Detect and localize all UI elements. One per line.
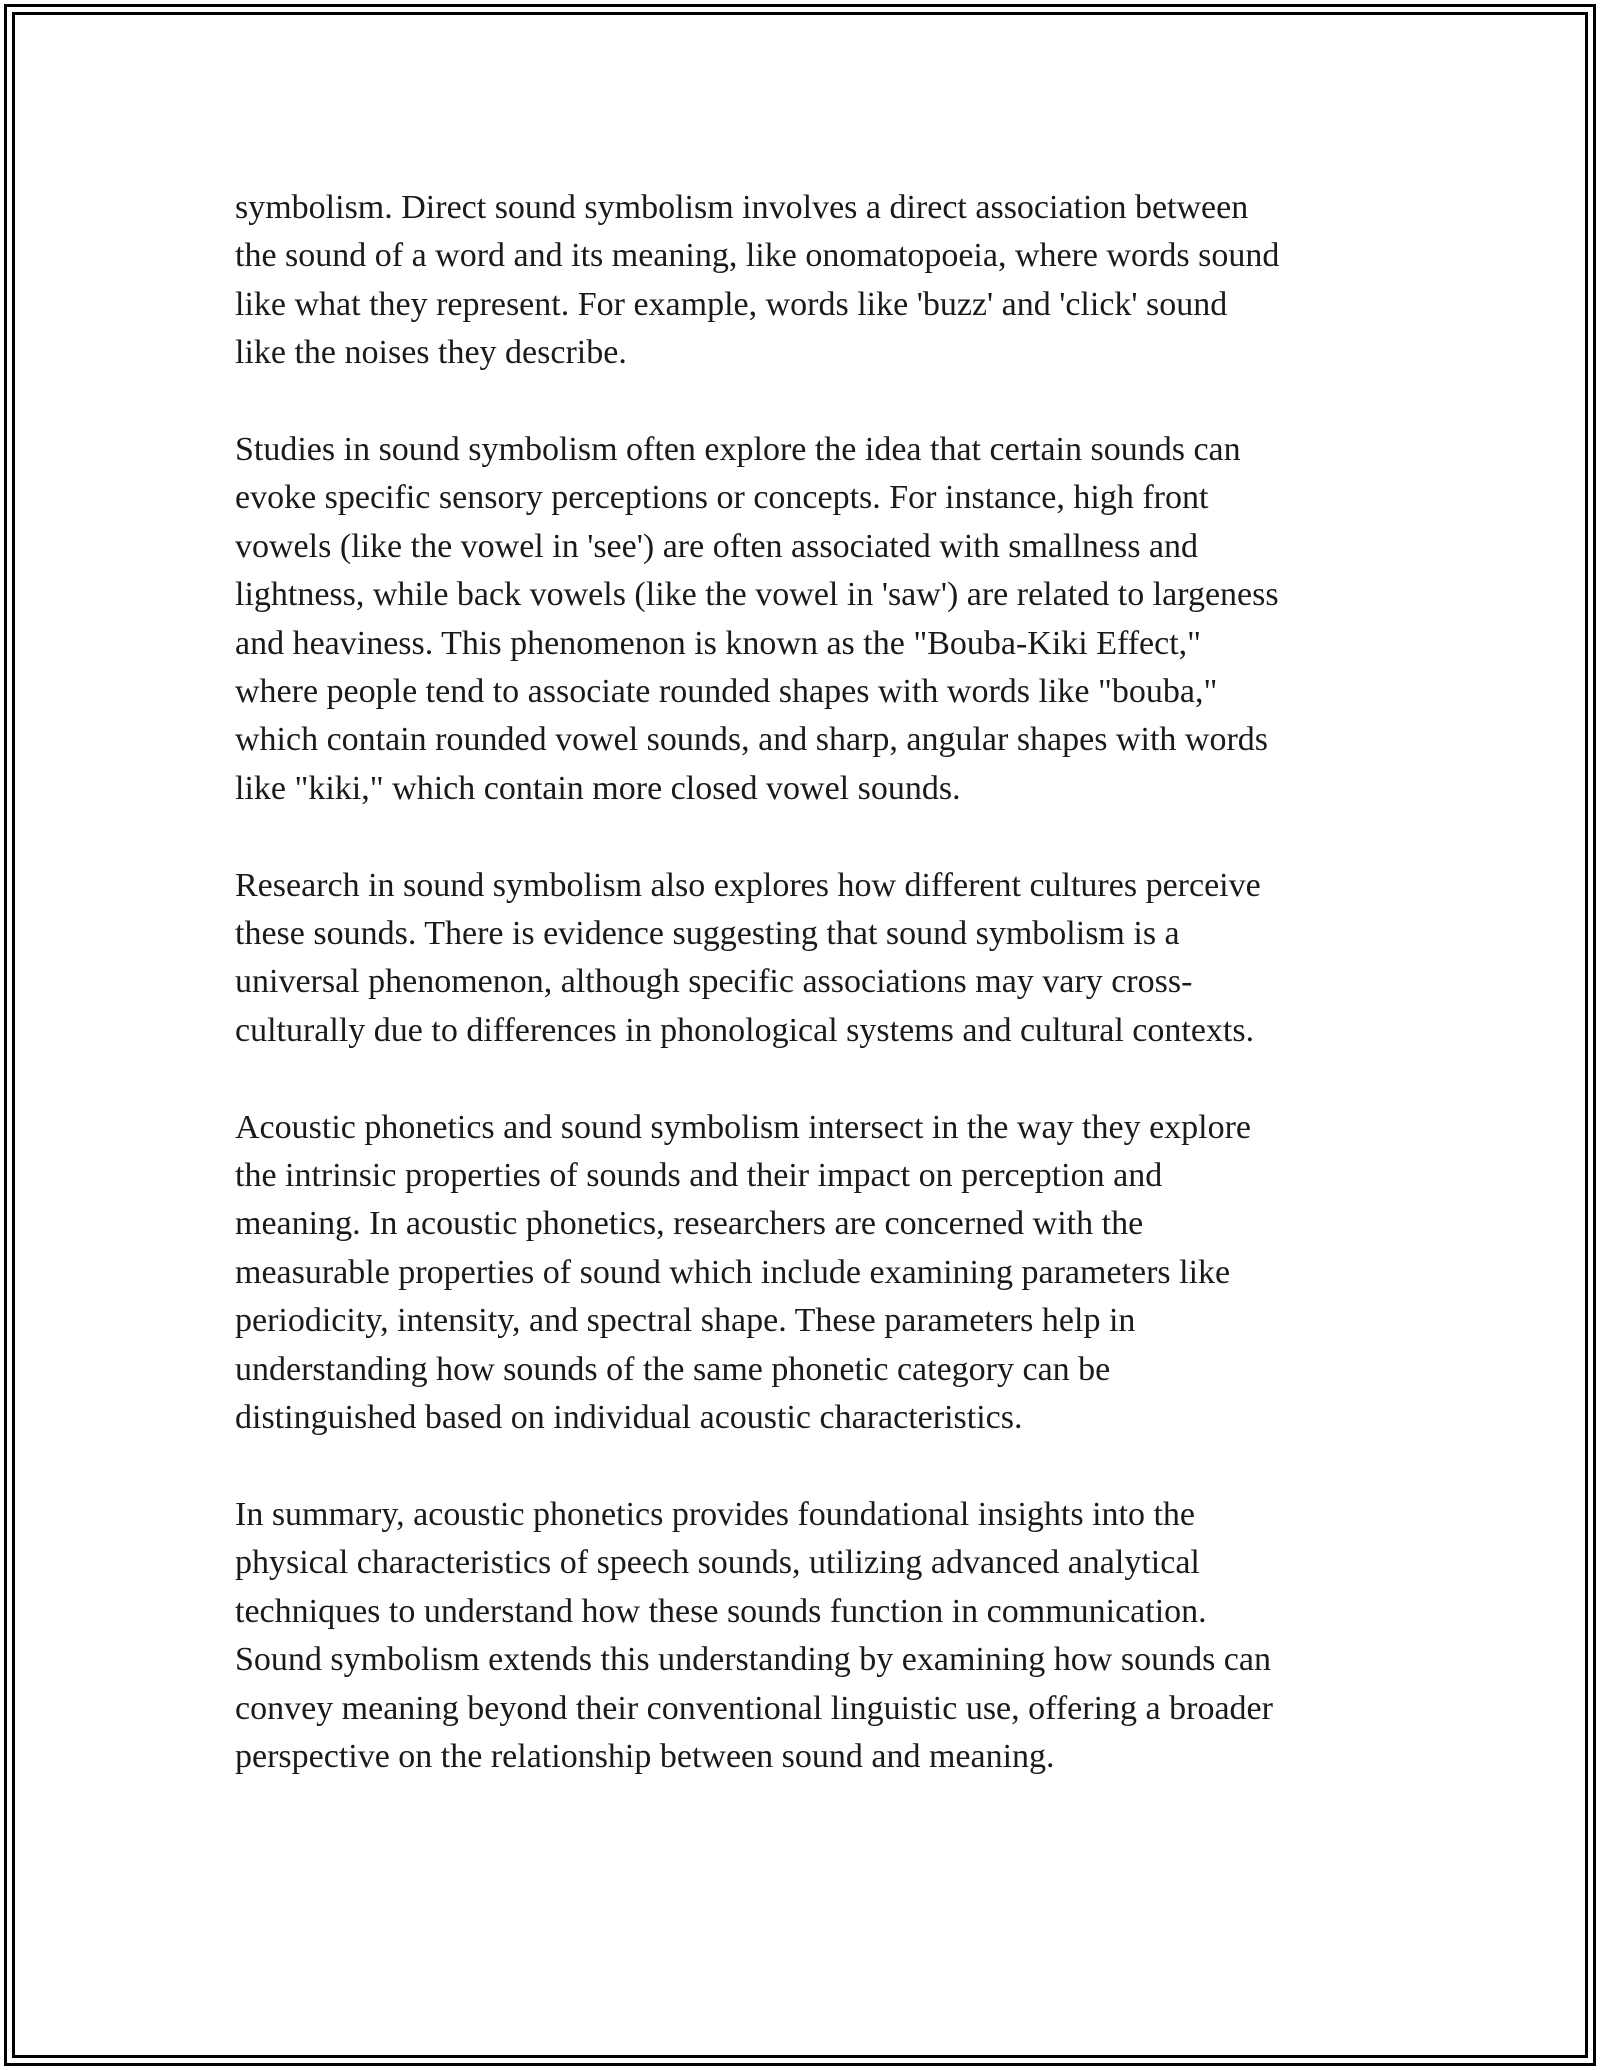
text-line: techniques to understand how these sounds function in communication.: [235, 1592, 1207, 1630]
document-body: [235, 184, 1375, 1830]
text-line: convey meaning beyond their conventional linguistic use, offering a broader: [235, 1689, 1273, 1727]
text-line: Acoustic phonetics and sound symbolism intersect in the way they explore: [235, 1108, 1252, 1146]
text-line: Studies in sound symbolism often explore the idea that certain sounds can: [235, 431, 1241, 469]
text-line: like "kiki," which contain more closed vowel sounds.: [235, 769, 961, 807]
paragraph-2: [235, 426, 1375, 813]
text-line: symbolism. Direct sound symbolism involves a direct association between: [235, 189, 1249, 226]
text-line: lightness, while back vowels (like the vowel in 'saw') are related to largeness: [235, 576, 1279, 614]
text-line: which contain rounded vowel sounds, and sharp, angular shapes with words: [235, 721, 1269, 759]
text-line: In summary, acoustic phonetics provides foundational insights into the: [235, 1495, 1196, 1533]
text-line: universal phenomenon, although specific associations may vary cross-: [235, 963, 1193, 1001]
text-line: periodicity, intensity, and spectral shape. These parameters help in: [235, 1302, 1136, 1340]
text-line: like what they represent. For example, words like 'buzz' and 'click' sound: [235, 285, 1228, 323]
text-line: Research in sound symbolism also explores how different cultures perceive: [235, 866, 1261, 904]
text-line: vowels (like the vowel in 'see') are often associated with smallness and: [235, 527, 1199, 565]
text-line: the sound of a word and its meaning, like onomatopoeia, where words sound: [235, 237, 1280, 275]
text-line: and heaviness. This phenomenon is known as the "Bouba-Kiki Effect,": [235, 624, 1202, 662]
text-line: where people tend to associate rounded shapes with words like "bouba,": [235, 673, 1218, 711]
text-line: physical characteristics of speech sounds, utilizing advanced analytical: [235, 1544, 1200, 1582]
text-line: culturally due to differences in phonological systems and cultural contexts.: [235, 1011, 1255, 1049]
paragraph-4: [235, 1104, 1375, 1443]
text-line: distinguished based on individual acoustic characteristics.: [235, 1399, 1023, 1437]
paragraph-3: [235, 862, 1375, 1056]
text-line: evoke specific sensory perceptions or concepts. For instance, high front: [235, 479, 1209, 517]
text-line: perspective on the relationship between sound and meaning.: [235, 1737, 1055, 1775]
text-line: Sound symbolism extends this understanding by examining how sounds can: [235, 1641, 1271, 1679]
text-line: understanding how sounds of the same phonetic category can be: [235, 1350, 1111, 1388]
text-line: the intrinsic properties of sounds and their impact on perception and: [235, 1157, 1163, 1195]
paragraph-5: [235, 1491, 1375, 1781]
text-line: these sounds. There is evidence suggesting that sound symbolism is a: [235, 915, 1180, 953]
text-line: meaning. In acoustic phonetics, researchers are concerned with the: [235, 1205, 1144, 1243]
text-line: like the noises they describe.: [235, 334, 627, 372]
paragraph-1: [235, 184, 1375, 378]
text-line: measurable properties of sound which include examining parameters like: [235, 1253, 1231, 1291]
